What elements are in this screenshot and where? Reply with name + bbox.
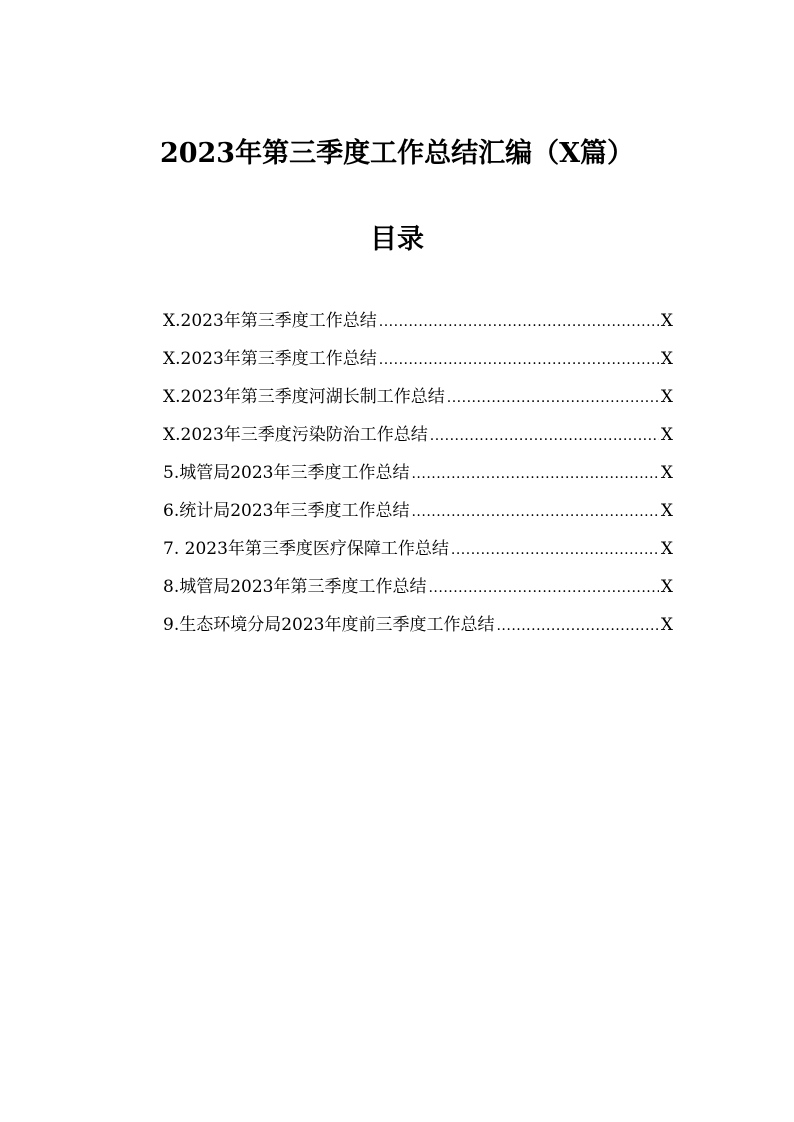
- toc-entry-page: X: [660, 577, 673, 597]
- toc-entry-text: 7. 2023年第三季度医疗保障工作总结: [163, 539, 449, 559]
- toc-entry-text: X.2023年第三季度河湖长制工作总结: [163, 387, 445, 407]
- toc-entry[interactable]: [163, 306, 673, 344]
- toc-entry[interactable]: [163, 572, 673, 610]
- toc-entry[interactable]: [163, 458, 673, 496]
- table-of-contents: [163, 306, 673, 648]
- document-title: 2023年第三季度工作总结汇编（X篇）: [159, 138, 635, 169]
- toc-entry[interactable]: [163, 420, 673, 458]
- toc-leader-dots: [496, 611, 658, 641]
- toc-entry-page: X: [660, 387, 673, 407]
- toc-entry-text: 6.统计局2023年三季度工作总结: [163, 501, 410, 521]
- toc-entry-page: X: [660, 615, 673, 635]
- toc-leader-dots: [411, 497, 658, 527]
- toc-entry[interactable]: [163, 496, 673, 534]
- toc-entry-text: 8.城管局2023年第三季度工作总结: [163, 577, 427, 597]
- toc-entry[interactable]: [163, 534, 673, 572]
- toc-leader-dots: [411, 459, 658, 489]
- toc-leader-dots: [430, 421, 659, 451]
- toc-entry-text: X.2023年三季度污染防治工作总结: [163, 425, 428, 445]
- toc-entry-text: 5.城管局2023年三季度工作总结: [163, 463, 410, 483]
- toc-entry-text: 9.生态环境分局2023年度前三季度工作总结: [163, 615, 495, 635]
- toc-entry[interactable]: [163, 344, 673, 382]
- toc-entry-page: X: [660, 349, 673, 369]
- toc-entry-page: X: [660, 425, 673, 445]
- toc-leader-dots: [428, 573, 658, 603]
- toc-leader-dots: [451, 535, 659, 565]
- toc-heading: 目录: [370, 224, 424, 255]
- toc-entry-text: X.2023年第三季度工作总结: [163, 311, 377, 331]
- toc-leader-dots: [379, 345, 659, 375]
- toc-entry[interactable]: [163, 382, 673, 420]
- toc-entry-page: X: [660, 501, 673, 521]
- toc-leader-dots: [379, 307, 659, 337]
- toc-entry-page: X: [660, 539, 673, 559]
- toc-entry-page: X: [660, 311, 673, 331]
- toc-entry[interactable]: [163, 610, 673, 648]
- toc-entry-text: X.2023年第三季度工作总结: [163, 349, 377, 369]
- toc-entry-page: X: [660, 463, 673, 483]
- toc-leader-dots: [447, 383, 659, 413]
